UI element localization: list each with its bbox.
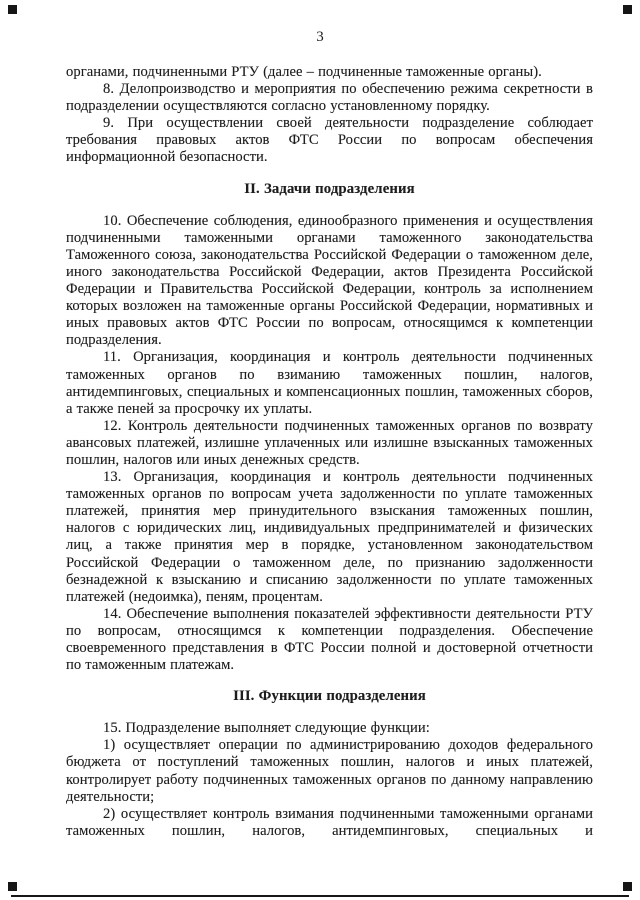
paragraph-12: 12. Контроль деятельности подчиненных таможенных органов по возврату авансовых платежей, излишне уплаченных или излишне взысканных таможенных пошлин, налогов или иных денежных средств. [66, 417, 593, 468]
paragraph-11: 11. Организация, координация и контроль деятельности подчиненных таможенных органов по взиманию таможенных пошлин, налогов, антидемпинговых, специальных и компенсационных пошлин, таможенных сборов, а также пеней за просрочку их уплаты. [66, 349, 593, 417]
paragraph-10: 10. Обеспечение соблюдения, единообразного применения и осуществления подчиненными таможенными органами таможенного законодательства Таможенного союза, законодательства Российской Федерации о таможенном деле, иного законодательства Российской Федерации, актов Президента Российской Федерации и Правительства Российской Федерации, контроль за исполнением которых возложен на таможенные органы Российской Федерации, нормативных и иных правовых актов ФТС России по вопросам, относящимся к компетенции подразделения. [66, 212, 593, 349]
paragraph-13: 13. Организация, координация и контроль деятельности подчиненных таможенных органов по вопросам учета задолженности по уплате таможенных платежей, принятия мер принудительного взыскания таможенных пошлин, налогов с юридических лиц, индивидуальных предпринимателей и физических лиц, а также принятия мер в порядке, установленном законодательством Российской Федерации о таможенном деле, по признанию задолженности безнадежной к взысканию и списанию задолженности по уплате таможенных платежей (недоимка), пеням, процентам. [66, 469, 593, 605]
document-body [66, 64, 593, 840]
paragraph-9: 9. При осуществлении своей деятельности подразделение соблюдает требования правовых актов ФТС России по вопросам обеспечения информационной безопасности. [66, 115, 593, 166]
page-number: 3 [316, 29, 324, 45]
scan-mark-bottom-left [8, 882, 17, 891]
scan-mark-bottom-right [623, 882, 632, 891]
paragraph-14: 14. Обеспечение выполнения показателей эффективности деятельности РТУ по вопросам, относящимся к компетенции подразделения. Обеспечение своевременного представления в ФТС России полной и достоверной отчетности по таможенным платежам. [66, 605, 593, 674]
scan-mark-top-left [8, 5, 17, 14]
section-heading-functions: III. Функции подразделения [233, 688, 426, 705]
scan-mark-bottom-edge [11, 895, 629, 897]
section-heading-tasks: II. Задачи подразделения [244, 180, 415, 197]
paragraph-function-1: 1) осуществляет операции по администрированию доходов федерального бюджета от поступлений таможенных пошлин, налогов и иных платежей, контролирует работу подчиненных таможенных органов по данному направлению деятельности; [66, 737, 593, 805]
paragraph-function-2: 2) осуществляет контроль взимания подчиненными таможенными органами таможенных пошлин, налогов, антидемпинговых, специальных и [66, 805, 593, 839]
paragraph-8: 8. Делопроизводство и мероприятия по обеспечению режима секретности в подразделении осуществляются согласно установленному порядку. [66, 81, 593, 115]
scan-mark-top-right [623, 5, 632, 14]
paragraph-continuation: органами, подчиненными РТУ (далее – подчиненные таможенные органы). [66, 64, 542, 80]
paragraph-15: 15. Подразделение выполняет следующие функции: [103, 720, 430, 737]
